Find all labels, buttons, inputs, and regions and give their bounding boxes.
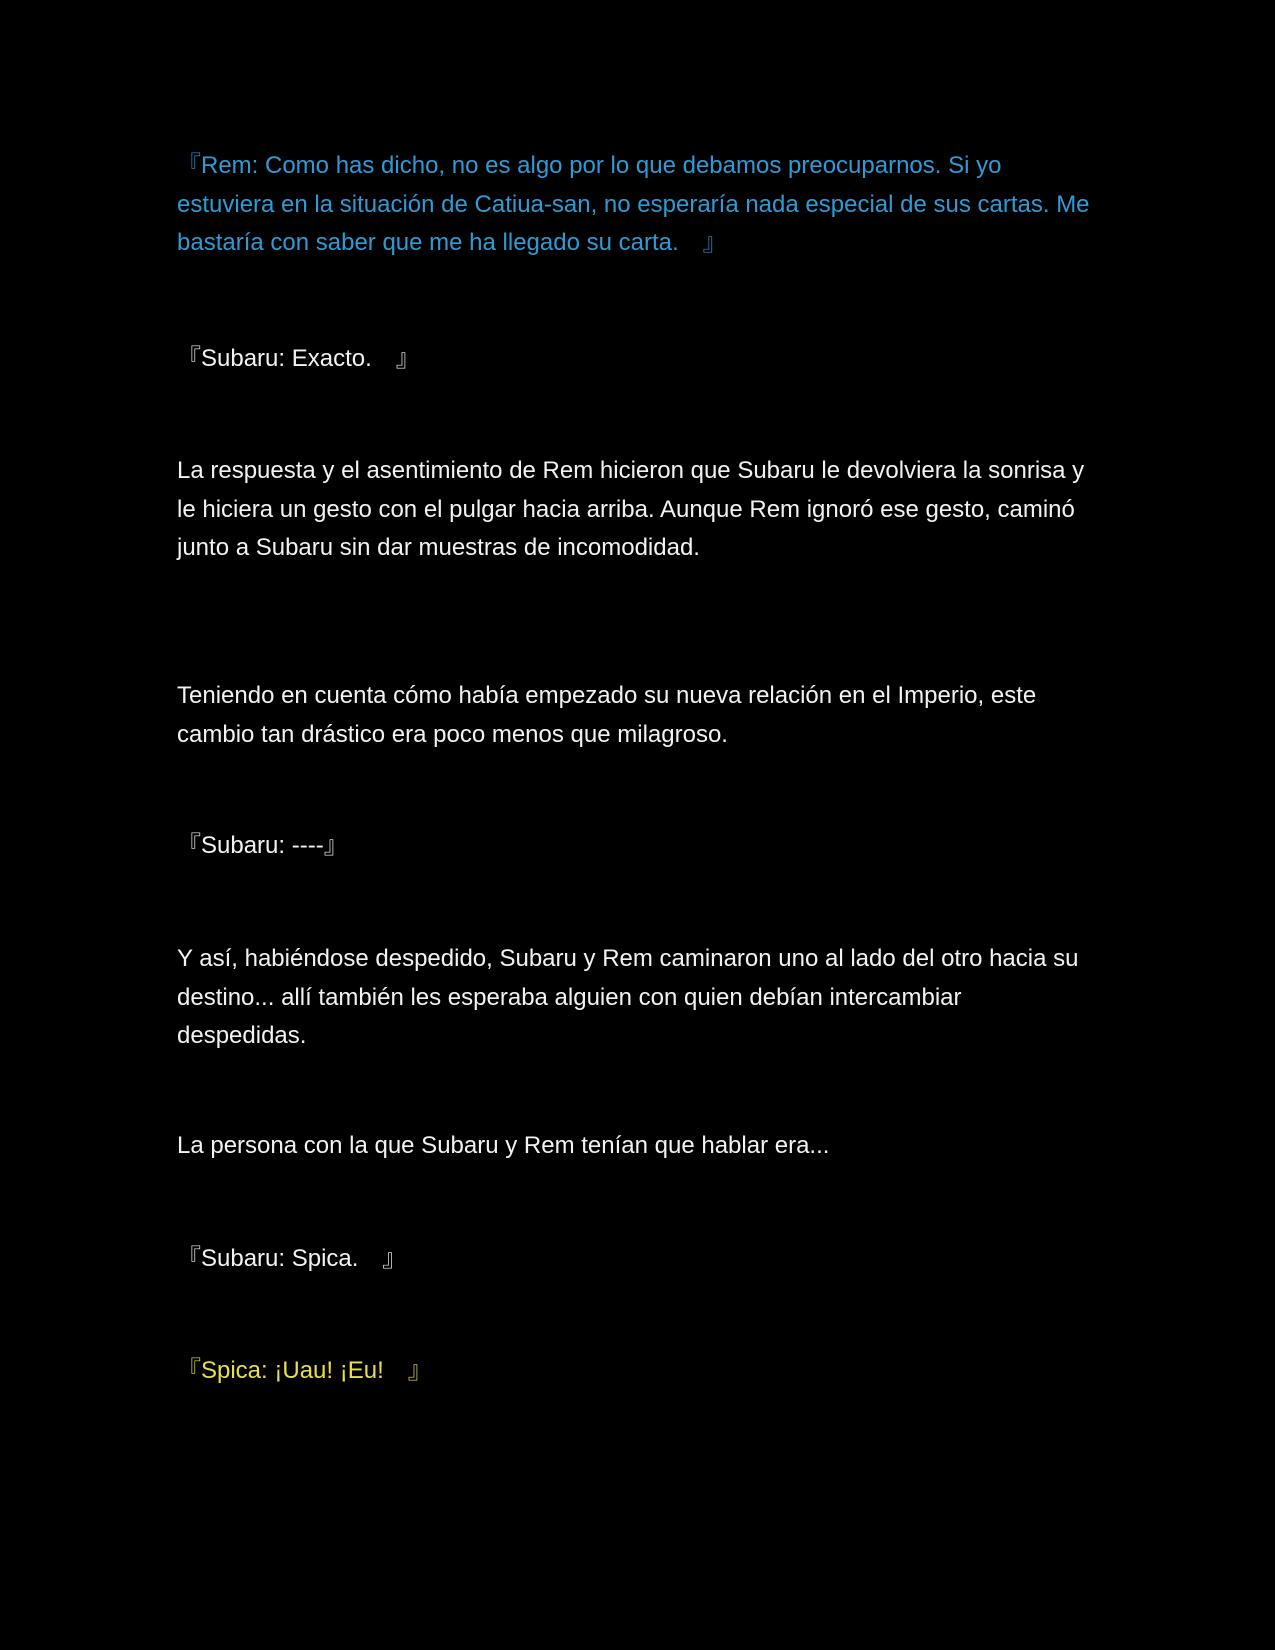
paragraph-narration: La respuesta y el asentimiento de Rem hicieron que Subaru le devolviera la sonrisa y le hiciera un gesto con el pulgar hacia arriba. Aunque Rem ignoró ese gesto, caminó junto a Subaru sin dar muestras de incomodidad. [177,457,1085,561]
paragraph-narration: La persona con la que Subaru y Rem tenían que hablar era... [177,1132,830,1159]
paragraph-subaru-dialogue: 『Subaru: ----』 [177,832,348,859]
paragraph-narration: Y así, habiéndose despedido, Subaru y Rem caminaron uno al lado del otro hacia su destino... allí también les esperaba alguien con quien debían intercambiar despedidas. [177,945,1079,1049]
paragraph-narration: Teniendo en cuenta cómo había empezado su nueva relación en el Imperio, este cambio tan drástico era poco menos que milagroso. [177,682,1037,748]
paragraph-spica-dialogue: 『Spica: ¡Uau! ¡Eu! 』 [177,1357,432,1384]
paragraph-subaru-dialogue: 『Subaru: Spica. 』 [177,1245,407,1272]
paragraph-subaru-dialogue: 『Subaru: Exacto. 』 [177,345,420,372]
paragraph-rem-dialogue: 『Rem: Como has dicho, no es algo por lo que debamos preocuparnos. Si yo estuviera en la situación de Catiua-san, no esperaría nada especial de sus cartas. Me bastaría con saber que me ha llegado su carta. 』 [177,152,1090,256]
